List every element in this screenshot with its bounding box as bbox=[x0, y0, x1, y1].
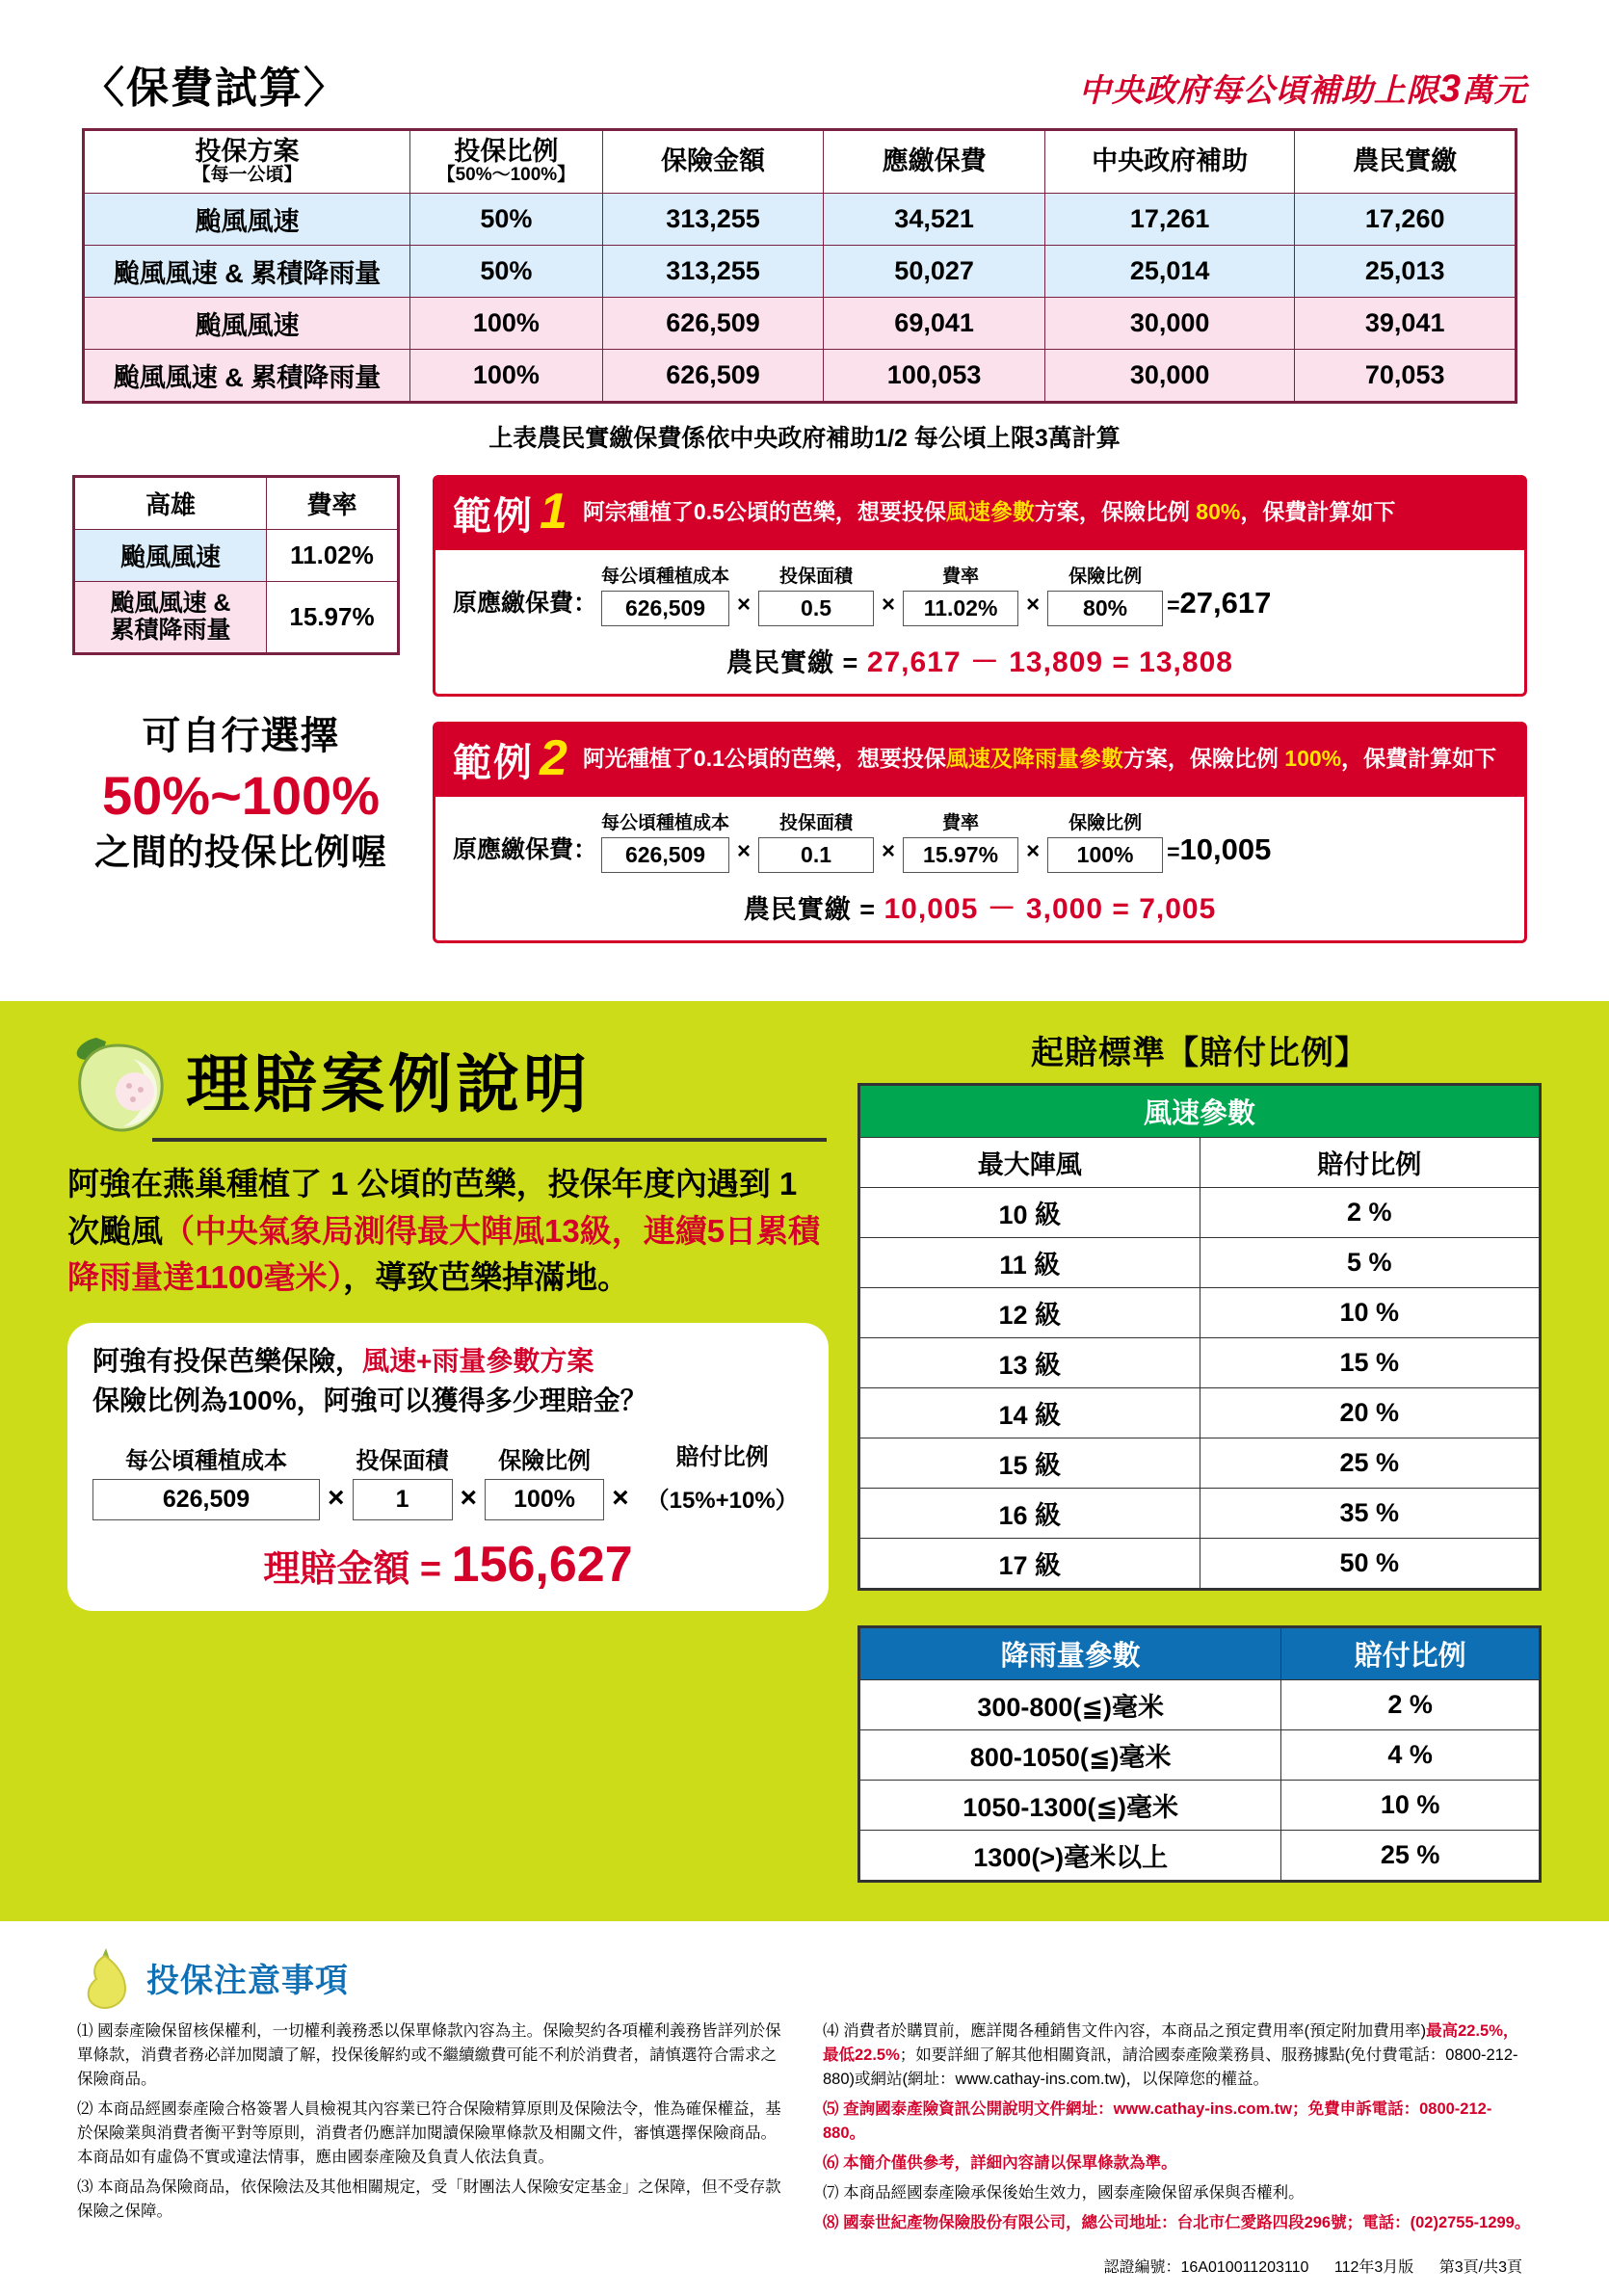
claim-story bbox=[67, 1161, 829, 1302]
table-row bbox=[859, 1780, 1541, 1830]
rate-table bbox=[72, 475, 400, 656]
th-plan-sub: 【每一公頃】 bbox=[192, 165, 303, 186]
cell-subsidy: 30,000 bbox=[1044, 297, 1294, 349]
term-val: 15.97% bbox=[903, 837, 1018, 873]
multiply-icon: × bbox=[1026, 837, 1041, 864]
example-1-formula bbox=[453, 562, 1507, 626]
th-farmer: 農民實繳 bbox=[1295, 130, 1517, 194]
example-1-desc-ratio: 80% bbox=[1196, 499, 1241, 525]
example-1-result: =27,617 bbox=[1167, 585, 1272, 620]
premium-header bbox=[82, 53, 1527, 115]
cell-gust: 16 級 bbox=[859, 1488, 1200, 1538]
claim-title-row bbox=[67, 1026, 829, 1132]
example-2-term-ratio bbox=[1047, 808, 1163, 873]
version-label: 112年3月版 bbox=[1333, 2259, 1414, 2277]
cell-insured: 626,509 bbox=[602, 297, 824, 349]
example-1-term-cost bbox=[601, 562, 729, 626]
cell-plan: 颱風風速 bbox=[84, 297, 410, 349]
choose-line-3: 之間的投保比例喔 bbox=[94, 832, 387, 873]
th-ratio-sub: 【50%～100%】 bbox=[436, 165, 576, 186]
table-row bbox=[84, 193, 1517, 245]
standards-column bbox=[857, 1026, 1542, 1883]
cell-payout: 15 % bbox=[1200, 1337, 1541, 1387]
multiply-icon: × bbox=[460, 1482, 478, 1515]
cell-farmer: 25,013 bbox=[1295, 245, 1517, 297]
note-item bbox=[823, 2019, 1532, 2092]
cell-payout: 20 % bbox=[1200, 1387, 1541, 1438]
example-1-net bbox=[453, 638, 1507, 680]
cell-rain: 300-800(≦)毫米 bbox=[859, 1679, 1281, 1729]
premium-table bbox=[82, 128, 1517, 404]
th-plan-main: 投保方案 bbox=[195, 137, 300, 166]
cell-gust: 15 級 bbox=[859, 1438, 1200, 1488]
rain-header-row bbox=[859, 1626, 1541, 1679]
table-row bbox=[859, 1488, 1541, 1538]
rate-cell-name-line2: 累積降雨量 bbox=[110, 617, 231, 645]
subsidy-note-amount: 3 bbox=[1438, 67, 1462, 110]
cell-ratio: 100% bbox=[410, 297, 603, 349]
table-row bbox=[859, 1287, 1541, 1337]
guava-icon bbox=[67, 1026, 169, 1132]
example-2-formula-lead: 原應繳保費： bbox=[453, 835, 598, 863]
table-row bbox=[859, 1538, 1541, 1589]
cell-subsidy: 17,261 bbox=[1044, 193, 1294, 245]
example-2-formula bbox=[453, 808, 1507, 873]
rate-row bbox=[74, 529, 399, 581]
term-val: 626,509 bbox=[92, 1479, 320, 1520]
example-2-label: 範例 bbox=[453, 741, 534, 784]
claim-amount-value: 156,627 bbox=[451, 1537, 633, 1594]
examples-section bbox=[0, 475, 1609, 968]
example-1-desc-highlight: 風速參數 bbox=[945, 499, 1035, 525]
claim-case-inner bbox=[67, 1026, 1542, 1883]
example-1-label: 範例 bbox=[453, 494, 534, 538]
cell-insured: 313,255 bbox=[602, 193, 824, 245]
choose-line-1: 可自行選擇 bbox=[142, 715, 340, 758]
term-cap: 保險比例 bbox=[498, 1448, 592, 1475]
example-2-number: 2 bbox=[540, 730, 567, 787]
cell-payout: 4 % bbox=[1281, 1729, 1541, 1780]
example-1-desc-part2: 方案，保險比例 bbox=[1034, 499, 1197, 525]
premium-section bbox=[0, 0, 1609, 454]
claim-title-underline bbox=[152, 1138, 827, 1142]
term-val: 11.02% bbox=[903, 591, 1018, 626]
th-premium: 應繳保費 bbox=[824, 130, 1045, 194]
example-1 bbox=[433, 475, 1527, 697]
example-2-net-expr: 10,005 － 3,000 = 7,005 bbox=[884, 892, 1217, 925]
multiply-icon: × bbox=[328, 1482, 345, 1515]
multiply-icon: × bbox=[882, 591, 896, 618]
wind-section-label: 風速參數 bbox=[859, 1084, 1541, 1137]
multiply-icon: × bbox=[737, 837, 752, 864]
term-cap: 保險比例 bbox=[1068, 566, 1143, 587]
rate-th-region: 高雄 bbox=[74, 476, 267, 529]
th-subsidy: 中央政府補助 bbox=[1044, 130, 1294, 194]
rain-th-amount: 降雨量參數 bbox=[859, 1626, 1281, 1679]
note-text-highlight: 最高22.5%，最低22.5% bbox=[823, 2021, 1519, 2064]
term-val: 626,509 bbox=[601, 591, 729, 626]
cell-payout: 25 % bbox=[1200, 1438, 1541, 1488]
example-1-body bbox=[435, 550, 1524, 694]
claim-question-pre: 阿強有投保芭樂保險， bbox=[92, 1346, 363, 1377]
cell-farmer: 17,260 bbox=[1295, 193, 1517, 245]
premium-table-note: 上表農民實繳保費係依中央政府補助1/2 每公頃上限3萬計算 bbox=[488, 424, 1121, 452]
rate-and-choose bbox=[72, 475, 409, 968]
table-row bbox=[84, 297, 1517, 349]
rate-cell-value: 15.97% bbox=[267, 581, 399, 654]
cell-premium: 100,053 bbox=[824, 349, 1045, 402]
cell-gust: 10 級 bbox=[859, 1187, 1200, 1237]
example-2-desc-ratio: 100% bbox=[1284, 746, 1342, 772]
note-item: ⑴ 國泰產險保留核保權利，一切權利義務悉以保單條款內容為主。保險契約各項權利義務皆詳列於保單條款，消費者務必詳加閱讀了解，投保後解約或不繼續繳費可能不利於消費者，請慎選符合需求之保險商品。 bbox=[77, 2021, 781, 2088]
note-text-part1: ⑷ 消費者於購買前，應詳閱各種銷售文件內容，本商品之預定費用率(預定附加費用率) bbox=[823, 2021, 1427, 2040]
claim-question-highlight: 風速+雨量參數方案 bbox=[362, 1346, 594, 1377]
term-cap: 投保面積 bbox=[779, 566, 854, 587]
example-1-net-label: 農民實繳 = bbox=[726, 647, 867, 677]
cell-farmer: 39,041 bbox=[1295, 297, 1517, 349]
cell-payout: 10 % bbox=[1281, 1780, 1541, 1830]
notes-title: 投保注意事項 bbox=[146, 1963, 349, 2000]
cell-gust: 17 級 bbox=[859, 1538, 1200, 1589]
cell-premium: 34,521 bbox=[824, 193, 1045, 245]
claim-case-section bbox=[0, 1001, 1609, 1921]
claim-question-bubble bbox=[67, 1323, 829, 1611]
notes-title-row bbox=[77, 1946, 1532, 2010]
notes-section bbox=[0, 1921, 1609, 2296]
term-val: 626,509 bbox=[601, 837, 729, 873]
cell-plan: 颱風風速 bbox=[84, 193, 410, 245]
term-val: （15%+10%） bbox=[637, 1475, 808, 1520]
table-row bbox=[859, 1679, 1541, 1729]
wind-header-row bbox=[859, 1137, 1541, 1187]
claim-question-line2: 保險比例為100%，阿強可以獲得多少理賠金？ bbox=[92, 1385, 647, 1415]
rain-th-payout: 賠付比例 bbox=[1281, 1626, 1541, 1679]
choose-line-2: 50%~100% bbox=[101, 765, 380, 827]
th-insured: 保險金額 bbox=[602, 130, 824, 194]
cell-insured: 313,255 bbox=[602, 245, 824, 297]
table-row bbox=[84, 349, 1517, 402]
table-header-row bbox=[84, 130, 1517, 194]
notes-col-left bbox=[77, 2019, 786, 2242]
wind-th-payout: 賠付比例 bbox=[1200, 1137, 1541, 1187]
table-row bbox=[84, 245, 1517, 297]
cell-payout: 35 % bbox=[1200, 1488, 1541, 1538]
rate-cell-name: 颱風風速 bbox=[74, 529, 267, 581]
term-val: 80% bbox=[1047, 591, 1163, 626]
cell-gust: 13 級 bbox=[859, 1337, 1200, 1387]
page-title: 〈保費試算〉 bbox=[82, 65, 348, 112]
wind-section-header bbox=[859, 1084, 1541, 1137]
multiply-icon: × bbox=[882, 837, 896, 864]
note-item: ⑶ 本商品為保險商品，依保險法及其他相關規定，受「財團法人保險安定基金」之保障，但不受存款保險之保障。 bbox=[77, 2178, 781, 2221]
example-2-net-label: 農民實繳 = bbox=[743, 894, 884, 924]
th-ratio bbox=[410, 130, 603, 194]
cell-gust: 12 級 bbox=[859, 1287, 1200, 1337]
cell-premium: 69,041 bbox=[824, 297, 1045, 349]
note-item: ⑺ 本商品經國泰產險承保後始生效力，國泰產險保留承保與否權利。 bbox=[823, 2184, 1305, 2203]
cell-rain: 800-1050(≦)毫米 bbox=[859, 1729, 1281, 1780]
rate-cell-value: 11.02% bbox=[267, 529, 399, 581]
table-row bbox=[859, 1830, 1541, 1881]
subsidy-note bbox=[1079, 66, 1527, 115]
term-val: 1 bbox=[353, 1479, 453, 1520]
cell-rain: 1050-1300(≦)毫米 bbox=[859, 1780, 1281, 1830]
cell-ratio: 100% bbox=[410, 349, 603, 402]
subsidy-note-pre: 中央政府每公頃補助上限 bbox=[1078, 72, 1439, 108]
term-cap: 每公頃種植成本 bbox=[601, 566, 730, 587]
example-1-net-expr: 27,617 － 13,809 = 13,808 bbox=[866, 646, 1233, 678]
term-val: 0.5 bbox=[758, 591, 874, 626]
example-2-desc-highlight: 風速及降雨量參數 bbox=[945, 746, 1123, 772]
table-row bbox=[859, 1337, 1541, 1387]
term-cap: 每公頃種植成本 bbox=[601, 812, 730, 833]
term-val: 0.1 bbox=[758, 837, 874, 873]
example-2 bbox=[433, 722, 1527, 943]
example-2-header bbox=[435, 725, 1524, 797]
cell-gust: 14 級 bbox=[859, 1387, 1200, 1438]
example-2-desc-part3: ，保費計算如下 bbox=[1341, 746, 1497, 772]
cert-number: 認證編號：16A010011203110 bbox=[1103, 2259, 1309, 2277]
example-2-result-value: 10,005 bbox=[1179, 831, 1272, 866]
table-row bbox=[859, 1237, 1541, 1287]
note-item: ⑸ 查詢國泰產險資訊公開說明文件網址：www.cathay-ins.com.tw；免費申訴電話：0800-212-880。 bbox=[823, 2099, 1492, 2142]
claim-term-cost bbox=[92, 1441, 320, 1520]
example-2-desc bbox=[583, 745, 1496, 773]
cell-ratio: 50% bbox=[410, 193, 603, 245]
page-number: 第3頁/共3頁 bbox=[1438, 2259, 1522, 2277]
claim-case-left bbox=[67, 1026, 829, 1883]
example-1-header bbox=[435, 478, 1524, 550]
rate-th-rate: 費率 bbox=[267, 476, 399, 529]
wind-th-gust: 最大陣風 bbox=[859, 1137, 1200, 1187]
example-2-term-cost bbox=[601, 808, 729, 873]
claim-title: 理賠案例說明 bbox=[186, 1048, 591, 1121]
th-plan bbox=[84, 130, 410, 194]
cell-plan: 颱風風速 & 累積降雨量 bbox=[84, 349, 410, 402]
term-cap: 投保面積 bbox=[779, 812, 854, 833]
table-row bbox=[859, 1729, 1541, 1780]
rain-parameter-table bbox=[857, 1625, 1542, 1883]
rate-cell-name-line1: 颱風風速 & bbox=[110, 589, 231, 617]
example-1-desc-part3: ，保費計算如下 bbox=[1240, 499, 1396, 525]
term-cap: 賠付比例 bbox=[675, 1444, 769, 1471]
subsidy-note-post: 萬元 bbox=[1462, 72, 1527, 108]
note-item: ⑹ 本簡介僅供參考，詳細內容請以保單條款為準。 bbox=[823, 2154, 1177, 2173]
term-cap: 投保面積 bbox=[356, 1448, 449, 1475]
claim-story-part1: 阿強在燕巢種植了 1 公頃的芭樂，投保年度內遇到 1 次颱風 bbox=[67, 1165, 798, 1249]
cell-insured: 626,509 bbox=[602, 349, 824, 402]
cell-payout: 50 % bbox=[1200, 1538, 1541, 1589]
example-1-term-area bbox=[758, 562, 874, 626]
cell-gust: 11 級 bbox=[859, 1237, 1200, 1287]
claim-story-part2: ，導致芭樂掉滿地。 bbox=[343, 1259, 630, 1296]
example-2-term-area bbox=[758, 808, 874, 873]
choose-ratio-callout bbox=[72, 713, 409, 875]
cell-subsidy: 30,000 bbox=[1044, 349, 1294, 402]
footer-line bbox=[77, 2255, 1532, 2277]
claim-story-highlight: （中央氣象局測得最大陣風13級，連續5日累積降雨量達1100毫米） bbox=[67, 1212, 821, 1296]
table-row bbox=[859, 1438, 1541, 1488]
claim-amount-row bbox=[92, 1536, 804, 1594]
example-1-desc bbox=[583, 498, 1395, 526]
cell-payout: 2 % bbox=[1281, 1679, 1541, 1729]
note-item: ⑻ 國泰世紀產物保險股份有限公司，總公司地址：台北市仁愛路四段296號；電話：(02)2755-1299。 bbox=[823, 2214, 1531, 2232]
cell-payout: 2 % bbox=[1200, 1187, 1541, 1237]
rate-header-row bbox=[74, 476, 399, 529]
wind-parameter-table bbox=[857, 1083, 1542, 1591]
example-2-net bbox=[453, 884, 1507, 927]
term-cap: 費率 bbox=[942, 812, 980, 833]
term-cap: 每公頃種植成本 bbox=[125, 1448, 287, 1475]
multiply-icon: × bbox=[1026, 591, 1041, 618]
example-1-term-ratio bbox=[1047, 562, 1163, 626]
term-cap: 保險比例 bbox=[1068, 812, 1143, 833]
multiply-icon: × bbox=[737, 591, 752, 618]
claim-term-ratio bbox=[485, 1441, 604, 1520]
pear-icon bbox=[77, 1946, 133, 2010]
example-2-result: =10,005 bbox=[1167, 831, 1272, 866]
cell-rain: 1300(>)毫米以上 bbox=[859, 1830, 1281, 1881]
example-1-formula-lead: 原應繳保費： bbox=[453, 589, 598, 617]
rate-row bbox=[74, 581, 399, 654]
notes-columns bbox=[77, 2019, 1532, 2242]
term-cap: 費率 bbox=[942, 566, 980, 587]
table-row bbox=[859, 1187, 1541, 1237]
example-1-result-value: 27,617 bbox=[1179, 585, 1272, 620]
example-1-number: 1 bbox=[540, 484, 567, 541]
cell-payout: 10 % bbox=[1200, 1287, 1541, 1337]
term-val: 100% bbox=[1047, 837, 1163, 873]
term-val: 100% bbox=[485, 1479, 604, 1520]
cell-plan: 颱風風速 & 累積降雨量 bbox=[84, 245, 410, 297]
examples-column bbox=[433, 475, 1527, 968]
example-2-term-rate bbox=[903, 808, 1018, 873]
cell-payout: 5 % bbox=[1200, 1237, 1541, 1287]
note-text-part2: ；如要詳細了解其他相關資訊，請洽國泰產險業務員、服務據點(免付費電話：0800-212-880)或網站(網址：www.cathay-ins.com.tw)，以保障您的權益。 bbox=[823, 2045, 1518, 2088]
multiply-icon: × bbox=[612, 1482, 629, 1515]
standards-title: 起賠標準【賠付比例】 bbox=[1031, 1034, 1368, 1071]
cell-payout: 25 % bbox=[1281, 1830, 1541, 1881]
note-item: ⑵ 本商品經國泰產險合格簽署人員檢視其內容業已符合保險精算原則及保險法令，惟為確保權益，基於保險業與消費者衡平對等原則，消費者仍應詳加閱讀保險單條款及相關文件，審慎選擇保險商品。本商品如有虛偽不實或違法情事，應由國泰產險及負責人依法負責。 bbox=[77, 2099, 781, 2167]
th-ratio-main: 投保比例 bbox=[454, 137, 559, 166]
example-2-desc-part1: 阿光種植了0.1公頃的芭樂，想要投保 bbox=[582, 746, 946, 772]
notes-col-right bbox=[823, 2019, 1532, 2242]
cell-subsidy: 25,014 bbox=[1044, 245, 1294, 297]
example-1-desc-part1: 阿宗種植了0.5公頃的芭樂，想要投保 bbox=[582, 499, 946, 525]
claim-term-area bbox=[353, 1441, 453, 1520]
claim-amount-label: 理賠金額 = bbox=[263, 1549, 442, 1591]
claim-calc-row bbox=[92, 1438, 804, 1520]
rate-cell-name bbox=[74, 581, 267, 654]
example-2-desc-part2: 方案，保險比例 bbox=[1122, 746, 1285, 772]
cell-premium: 50,027 bbox=[824, 245, 1045, 297]
cell-farmer: 70,053 bbox=[1295, 349, 1517, 402]
table-row bbox=[859, 1387, 1541, 1438]
claim-term-payout bbox=[637, 1438, 808, 1520]
cell-ratio: 50% bbox=[410, 245, 603, 297]
claim-question-line1 bbox=[92, 1342, 804, 1382]
example-1-term-rate bbox=[903, 562, 1018, 626]
example-2-body bbox=[435, 797, 1524, 940]
